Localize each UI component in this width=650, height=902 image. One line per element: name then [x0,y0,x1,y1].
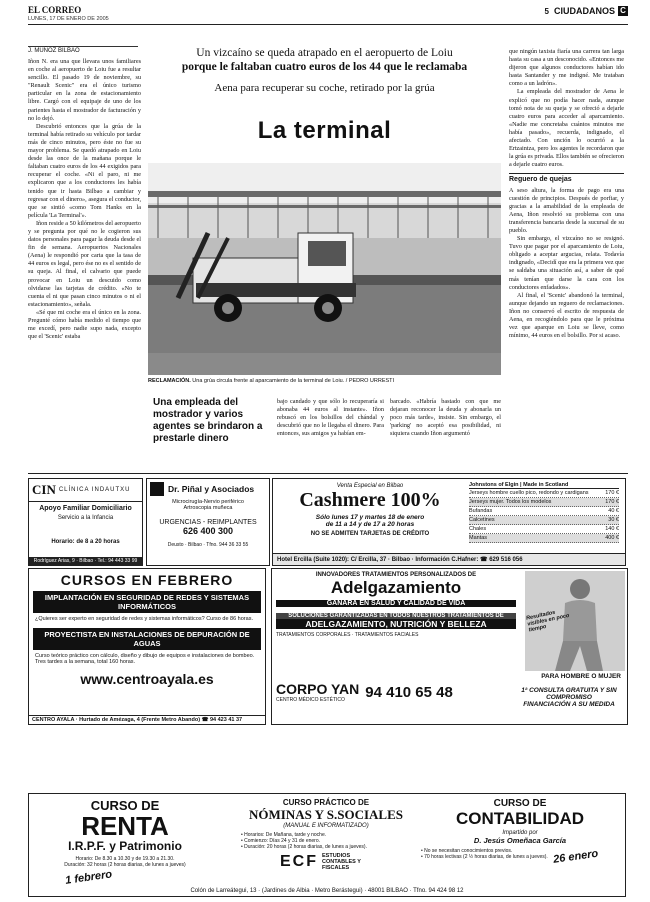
doctor-ad[interactable] [146,478,270,566]
weight-loss-list: TRATAMIENTOS CORPORALES · TRATAMIENTOS FACIALES [276,632,419,638]
nominas-line-2: • Comienzo: Días 24 y 31 de enero. [241,838,321,844]
nominas-line-3: • Duración: 20 horas (2 horas diarias, de lunes a jueves). [241,844,367,850]
paragraph: Iñon N. era una que llevara unos familiares en coche al aeropuerto de Loiu fue a resultar sencillo. El pasado 19 de noviembre, su "Renault Scenic" era el único turismo particular en la zona de estacionamiento libre. Cargó con el equipaje de uno de los parientes hasta el mostrador de facturación y no lo dejó. [28,58,141,122]
cont-line-1: • No se necesitan conocimientos previos. [421,848,513,854]
price-value: 170 € [605,499,619,505]
price-label: Chales [469,526,487,532]
cont-pre: CURSO DE [493,798,547,809]
clinic-tagline: Servicio a la Infancia [57,515,114,521]
cont-teacher: D. Jesús Omeñaca García [473,836,567,845]
price-label: Jerseys mujer. Todos los modelos [469,499,552,505]
weight-loss-bar-2: SOLUCIONES GARANTIZADAS EN TODOS NUESTROS TRATAMIENTOS DE [276,613,516,619]
weight-loss-bar-1: GANARÁ EN SALUD Y CALIDAD DE VIDA [276,600,516,607]
doctor-phone: 626 400 300 [182,526,234,536]
cont-title: CONTABILIDAD [455,809,585,828]
price-label: Calcetines [469,517,495,523]
ecf-courses-ad[interactable] [28,793,626,897]
cashmere-brand: Johnstons of Elgin | Made in Scotland [469,482,619,489]
nominas-line-1: • Horarios: De Mañana, tarde y noche. [241,832,327,838]
cont-start-date: 26 enero [552,847,599,866]
cashmere-items [469,489,619,543]
course-1-title: IMPLANTACIÓN EN SEGURIDAD DE REDES Y SISTEMAS INFORMÁTICOS [33,591,261,613]
price-label: Jerseys hombre cuello pico, redondo y cardigans [469,490,589,496]
article-title: La terminal [257,117,392,144]
price-value: 30 € [608,517,619,523]
headline [148,46,501,74]
issue-date: LUNES, 17 DE ENERO DE 2005 [28,16,109,22]
brand-subtitle: CENTRO MÉDICO ESTÉTICO [276,697,345,703]
weight-loss-ad[interactable] [271,568,628,725]
cashmere-top: Venta Especial en Bilbao [336,483,404,489]
price-row [469,534,619,543]
price-label: Mantas [469,535,488,541]
header-rule [28,24,628,25]
doctor-spec: Microcirugía-Nervio periférico [172,499,244,505]
renta-pre: CURSO DE [90,798,160,813]
tow-truck-photo [148,163,501,375]
ecf-logo: ECF [280,853,318,870]
section-header [545,6,628,16]
clinic-ad[interactable] [28,478,143,566]
clinic-name: CLÍNICA INDAUTXU [58,487,131,493]
price-row [469,516,619,525]
ads-separator [28,473,628,474]
cashmere-address: Hotel Ercilla (Suite 1020): C/ Ercilla, 37 · Bilbao · Información C.Hafner: ☎ 629 516 056 [273,553,625,565]
weight-loss-main [276,572,516,638]
promo-line-2: FINANCIACIÓN A SU MEDIDA [523,701,615,708]
weight-loss-top: INNOVADORES TRATAMIENTOS PERSONALIZADOS DE [315,572,477,578]
section-badge-icon: C [618,6,628,16]
hand-icon [150,482,164,496]
doctor-name: Dr. Piñal y Asociados [168,484,255,494]
paragraph: Iñon reside a 50 kilómetros del aeropuerto y se pregunta por qué no le cogieron sus datos personales para pagar la deuda desde el fin de semana. Aeropuertos Nacionales (Aena) le respondió por carta que la tasa de 44 euros es legal, pero ése no es el sentido de su queja. Al final, el calvario que puede provocar en Loiu un descuido como olvidarse las tarjetas de crédito. «No te cuenta el ni que pasan cinco minutos o ni el estacionamiento», señala. [28,219,141,308]
clinic-phone: Rodríguez Arias, 9 · Bilbao · Tel.: 94 443 33 99 [29,557,142,565]
price-row [469,525,619,534]
brand-name: CORPO YAN [276,681,360,697]
weight-loss-brand-block [276,681,453,703]
renta-start-date: 1 febrero [64,868,113,887]
headline-line-2: porque le faltaban cuatro euros de los 44 que le reclamaba [181,61,468,73]
paragraph: La empleada del mostrador de Aena le explicó que no podía hacer nada, aunque tomó nota de su queja y se ofreció a dejarle cuatro euros para acceder al aparcamiento. «Nadie me concretaba cuántos minutos me había pasado», recuerda, indignado, el afectado. Con unción lo ocurrió a la Ertzaintza, pero los agentes le recordaron que la grúa es privada. Ellos también se ofrecieron a dejarle cuatro euros. [509,88,624,169]
renta-title: RENTA [81,811,169,841]
cont-by: Impartido por [502,830,538,836]
nominas-title: NÓMINAS Y S.SOCIALES [249,807,403,822]
paragraph: que ningún taxista fiaría una carrera tan larga hasta su casa a un desconocido. «Entonces me dijeron que algunos conductores habían ido hasta Santander y me indigné. Me trataban como a un ladrón». [509,48,624,88]
byline: J. MUÑOZ BILBAO [28,46,138,54]
paragraph: Al final, el 'Scenic' abandonó la terminal, aunque dejando un reguero de reclamaciones. Iñon no conservó el escrito de respuesta de Aena, en recogiéndolo para que le próxima vez que aparque en Loiu se lleve, como mínimo, 44 euros en el bolsillo. Por si acaso. [509,291,624,340]
weight-loss-bar-3: ADELGAZAMIENTO, NUTRICIÓN Y BELLEZA [276,619,516,629]
cashmere-title: Cashmere 100% [299,489,441,511]
article-column-1 [28,58,141,468]
clinic-logo: CIN [32,482,56,497]
article-column-3 [390,398,501,470]
course-2-text: Curso teórico práctico con cálculo, diseño y dibujo de equipos e instalaciones de bombeo. Tres tardes a la semana, total 160 horas. [35,653,255,665]
nominas-subtitle: (MANUAL E INFORMATIZADO) [283,823,369,829]
cashmere-dates: Sólo lunes 17 y martes 18 de enero [315,514,425,521]
clinic-hours: Horario: de 8 a 20 horas [51,539,120,545]
price-row [469,498,619,507]
doctor-spec-2: Artroscopia muñeca [183,505,233,511]
paragraph: A seso altura, la forma de pago era una cuestión de principios. Después de porfiar, y gracias a la amabilidad de la empleada de Aena, Iñon resolvió su problema con una transferencia bancaria desde la sucursal de su pueblo. [509,186,624,234]
price-value: 400 € [605,535,619,541]
photo-caption [148,378,501,384]
price-label: Bufandas [469,508,493,514]
page-number: 5 [544,6,549,16]
courses-ad[interactable] [28,568,266,725]
contabilidad-course [421,798,619,872]
article-photo [148,163,501,375]
weight-loss-title: Adelgazamiento [330,578,462,597]
headline-line-1: Un vizcaíno se queda atrapado en el aeropuerto de Loiu [196,47,453,59]
results-badge: Resultados visibles en poco tiempo [525,609,570,634]
paragraph: Descubrió entonces que la grúa de la terminal había retirado su vehículo por tardar más de cinco minutos, pero éste no fue su mayor problema. Se quedó atrapado en Loiu desde las once de la mañana porque le faltaban cuatro euros de los 44 exigidos para recuperar el coche. «Ni el paro, ni me explicaron que a los conductores les había tenido que ir hasta Bilbao a cambiar y regresar con el dinero», asegura el conductor, que se sintió «como Tom Hanks en la película 'La Terminal'». [28,122,141,219]
cashmere-ad[interactable] [272,478,626,566]
pull-quote: Una empleada del mostrador y varios agentes se brindaron a prestarle dinero [153,397,263,444]
course-1-text: ¿Quieres ser experto en seguridad de redes y sistemas informáticos? Curso de 86 horas. [35,616,253,622]
model-photo [525,571,625,671]
section-name: CIUDADANOS [553,6,615,16]
paragraph: «Sé que mi coche era el único en la zona. Pregunté cómo había medido el tiempo que me excedí, pero nadie supo nada, excepto que el 'Scenic' estaba [28,308,141,341]
price-row [469,507,619,516]
clinic-logo-block [29,479,142,502]
doctor-address: Deusto · Bilbao · Tfno. 944 36 33 55 [167,542,249,548]
price-value: 170 € [605,490,619,496]
weight-loss-promo [515,687,623,708]
caption-text: Una grúa circula frente al aparcamiento de la terminal de Loiu. / PEDRO URRESTI [190,378,395,384]
article-column-4 [509,48,624,470]
caption-label: RECLAMACIÓN. [148,378,191,384]
ecf-logo-block [241,853,411,871]
price-value: 40 € [608,508,619,514]
cont-line-2: • 70 horas lectivas (2 ½ horas diarias, de lunes a jueves). [421,854,548,860]
paragraph: bajo candado y que sólo lo recuperaría si abonaba 44 euros al instante». Iñon rebuscó en los bolsillos del chándal y descubrió que no le llegaba el dinero. Para entonces, sus amigos ya habían em- [277,398,384,438]
renta-duration: Duración: 32 horas (2 horas diarias, de lunes a jueves) [64,862,186,868]
weight-loss-audience: PARA HOMBRE O MUJER [541,673,621,680]
renta-schedule: Horario: De 8.30 a 10.30 y de 19.30 a 21.30. [75,856,175,862]
article-column-2 [277,398,384,470]
ecf-footer: Colón de Larreátegui, 13 · (Jardines de Albia · Metro Berástegui) · 48001 BILBAO · Tfno. 94 424 98 12 [190,888,464,894]
cashmere-price-list [469,482,619,543]
courses-title: CURSOS EN FEBRERO [60,572,234,588]
renta-subtitle: I.R.P.F. y Patrimonio [68,839,182,853]
cashmere-hours: de 11 a 14 y de 17 a 20 horas [325,521,415,528]
course-2-title: PROYECTISTA EN INSTALACIONES DE DEPURACIÓN DE AGUAS [33,628,261,650]
paragraph: barcado. «Habría bastado con que me dejaran reconocer la deuda y abonarla un poco más tarde», insiste. Sin embargo, el 'parking' no aceptó esa posibilidad, ni siquiera cuando Iñon argumentó [390,398,501,438]
nominas-course [241,798,411,871]
cashmere-cards-note: NO SE ADMITEN TARJETAS DE CRÉDITO [310,531,430,537]
subheadline: Aena para recuperar su coche, retirado por la grúa [214,82,435,94]
cashmere-left [277,483,463,537]
promo-line-1: 1ª CONSULTA GRATUITA Y SIN COMPROMISO [521,687,617,701]
weight-loss-brand [276,681,359,703]
weight-loss-phone: 94 410 65 48 [365,683,453,701]
renta-course [35,798,215,887]
paragraph: Sin embargo, el vizcaíno no se resignó. Tuvo que pagar por el aparcamiento de Loiu, obligado a aceptar argucias, relata. Todavía indignado, «Decidí que era la primera vez que se saldaba una situación así, a saber de qué más tenían que darse la cara con los conductores enfadados». [509,235,624,291]
nominas-pre: CURSO PRÁCTICO DE [282,798,370,807]
doctor-urgent: URGENCIAS - REIMPLANTES [159,519,257,526]
price-row [469,489,619,498]
ecf-logo-subtitle: ESTUDIOS CONTABLES Y FISCALES [322,853,361,871]
courses-footer: CENTRO AYALA · Hurtado de Amézaga, 4 (Frente Metro Abando) ☎ 94 423 41 37 [29,715,265,724]
section-subhead: Reguero de quejas [509,173,624,184]
clinic-service: Apoyo Familiar Domiciliario [39,505,132,512]
price-value: 140 € [605,526,619,532]
doctor-header [147,479,269,499]
newspaper-name: EL CORREO [28,5,82,15]
courses-url-link[interactable]: www.centroayala.es [80,671,214,687]
